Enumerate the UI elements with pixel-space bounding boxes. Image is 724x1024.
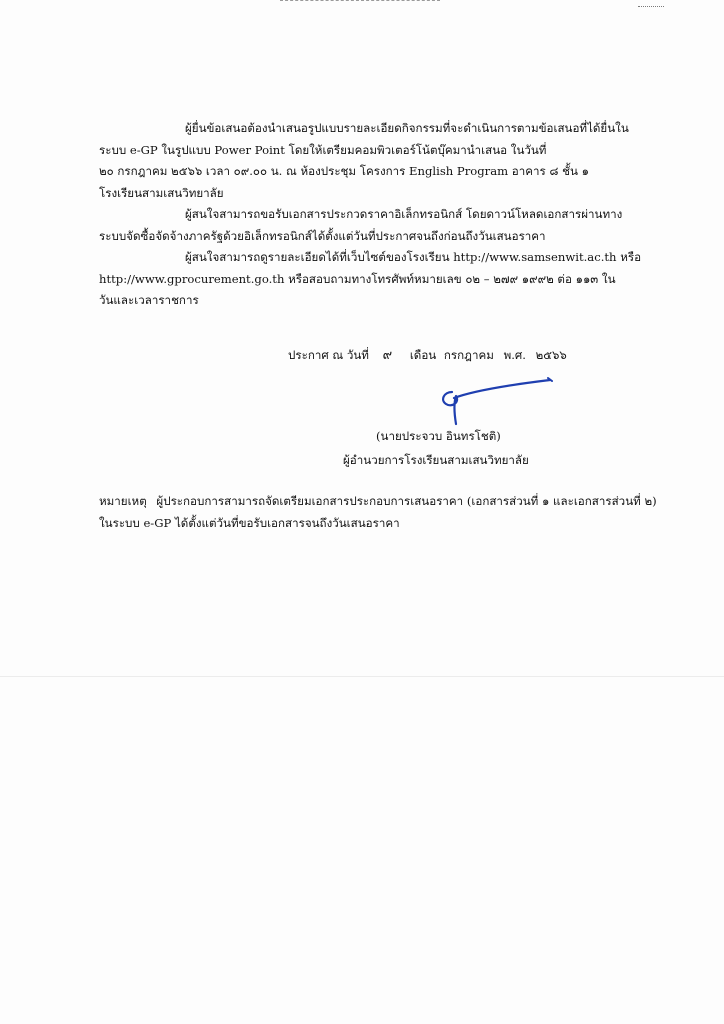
announcement-month-label: เดือน [409,348,437,362]
note-section [99,490,664,534]
scan-artifact-corner [638,6,664,11]
announcement-year: ๒๕๖๖ [535,348,567,362]
announcement-prefix: ประกาศ ณ วันที่ [288,348,369,362]
announcement-month: กรกฎาคม [443,348,494,362]
note-label: หมายเหตุ [99,494,147,508]
paragraph-presentation [99,118,662,204]
note-text: ผู้ประกอบการสามารถจัดเตรียมเอกสารประกอบการเสนอราคา (เอกสารส่วนที่ ๑ และเอกสารส่วนที่ ๒) [156,494,657,508]
paragraph-line: ผู้ยื่นข้อเสนอต้องนำเสนอรูปแบบรายละเอียดกิจกรรมที่จะดำเนินการตามข้อเสนอที่ได้ยื่นใน [185,121,629,135]
handwritten-signature [430,372,570,432]
paragraph-document-download [99,204,662,247]
signer-name: (นายประจวบ อินทรโชติ) [376,429,501,443]
paragraph-line: ๒๐ กรกฎาคม ๒๕๖๖ เวลา ๐๙.๐๐ น. ณ ห้องประชุม โครงการ English Program อาคาร ๘ ชั้น ๑ [99,164,589,178]
note-line [99,490,664,512]
document-body [99,118,662,312]
paragraph-line: ระบบจัดซื้อจัดจ้างภาครัฐด้วยอิเล็กทรอนิกส์ได้ตั้งแต่วันที่ประกาศจนถึงก่อนถึงวันเสนอราคา [99,228,546,243]
announcement-date-line [288,344,567,365]
scan-fold-line [0,676,724,677]
paragraph-line: ผู้สนใจสามารถขอรับเอกสารประกวดราคาอิเล็กทรอนิกส์ โดยดาวน์โหลดเอกสารผ่านทาง [185,207,623,221]
scan-artifact-top [280,0,440,3]
paragraph-line: โรงเรียนสามเสนวิทยาลัย [99,185,224,200]
paragraph-line: วันและเวลาราชการ [99,293,199,307]
paragraph-line: http://www.gprocurement.go.th หรือสอบถามทางโทรศัพท์หมายเลข ๐๒ – ๒๗๙ ๑๙๙๒ ต่อ ๑๑๓ ใน [99,271,616,286]
paragraph-contact-info [99,247,662,312]
signature-stroke-main [443,380,550,424]
announcement-day: ๙ [382,348,393,363]
signer-title: ผู้อำนวยการโรงเรียนสามเสนวิทยาลัย [343,453,529,467]
paragraph-line: ผู้สนใจสามารถดูรายละเอียดได้ที่เว็บไซต์ของโรงเรียน http://www.samsenwit.ac.th หรือ [185,250,642,264]
paragraph-line: ระบบ e-GP ในรูปแบบ Power Point โดยให้เตรียมคอมพิวเตอร์โน้ตบุ๊คมานำเสนอ ในวันที่ [99,142,547,157]
announcement-year-label: พ.ศ. [503,348,526,362]
note-line: ในระบบ e-GP ได้ตั้งแต่วันที่ขอรับเอกสารจนถึงวันเสนอราคา [99,516,400,530]
